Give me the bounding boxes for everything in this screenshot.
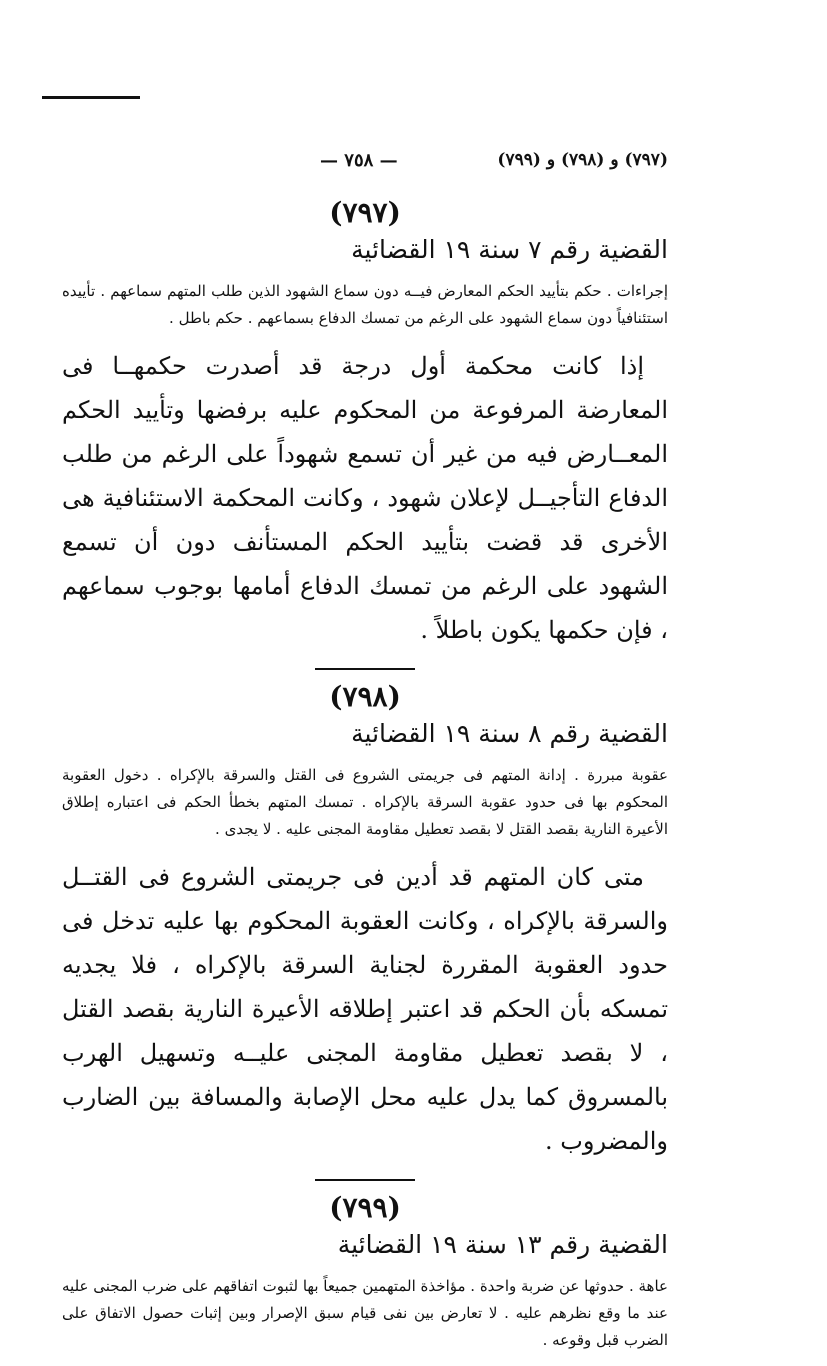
case-ruling: إذا كانت محكمة أول درجة قد أصدرت حكمهــا فى المعارضة المرفوعة من المحكوم عليه برفضها وتأييد الحكم المعــارض فيه من غير أن تسمع شهوداً على الرغم من طلب الدفاع التأجيــل لإعلان شهود ، وكانت المحكمة الاستئنافية هى الأخرى قد قضت بتأييد الحكم المستأنف دون أن تسمع الشهود على الرغم من تمسك الدفاع أمامها بوجوب سماعهم ، فإن حكمها يكون باطلاً . — [62, 352, 668, 644]
running-header — [62, 140, 668, 180]
case-ruling: متى كان المتهم قد أدين فى جريمتى الشروع فى القتــل والسرقة بالإكراه ، وكانت العقوبة المحكوم بها عليه تدخل فى حدود العقوبة المقررة لجناية السرقة بالإكراه ، فلا يجديه تمسكه بأن الحكم قد اعتبر إطلاقه الأعيرة النارية بقصد القتل ، لا بقصد تعطيل مقاومة المجنى عليــه وتسهيل الهرب بالمسروق كما يدل عليه محل الإصابة والمسافة بين الضارب والمضروب . — [62, 863, 668, 1155]
page-number: — ٧٥٨ — — [320, 149, 398, 171]
case-797 — [62, 196, 668, 652]
case-number: (٧٩٩) — [329, 1191, 401, 1224]
case-title: القضية رقم ٨ سنة ١٩ القضائية — [351, 719, 668, 748]
section-divider — [315, 668, 415, 670]
case-number: (٧٩٨) — [329, 680, 401, 713]
case-references: (٧٩٧) و (٧٩٨) و (٧٩٩) — [497, 150, 668, 170]
case-798 — [62, 680, 668, 1163]
case-number: (٧٩٧) — [329, 196, 401, 229]
case-summary: عقوبة مبررة . إدانة المتهم فى جريمتى الشروع فى القتل والسرقة بالإكراه . دخول العقوبة المحكوم بها فى حدود عقوبة السرقة بالإكراه . تمسك المتهم بخطأ الحكم فى اعتباره إطلاق الأعيرة النارية بقصد القتل لا بقصد تعطيل مقاومة المجنى عليه . لا يجدى . — [62, 766, 668, 838]
case-title: القضية رقم ١٣ سنة ١٩ القضائية — [337, 1230, 668, 1259]
case-summary: إجراءات . حكم بتأييد الحكم المعارض فيــه دون سماع الشهود الذين طلب المتهم سماعهم . تأييده استئنافياً دون سماع الشهود على الرغم من تمسك الدفاع بسماعهم . حكم باطل . — [62, 282, 668, 327]
corner-rule — [42, 96, 140, 99]
case-summary: عاهة . حدوثها عن ضربة واحدة . مؤاخذة المتهمين جميعاً بها لثبوت اتفاقهم على ضرب المجنى عليه عند ما وقع نظرهم عليه . لا تعارض بين نفى قيام سبق الإصرار وبين إثبات حصول الاتفاق على الضرب قبل وقوعه . — [62, 1277, 668, 1349]
case-799 — [62, 1191, 668, 1354]
document-page — [62, 140, 668, 1366]
section-divider — [315, 1179, 415, 1181]
case-title: القضية رقم ٧ سنة ١٩ القضائية — [351, 235, 668, 264]
